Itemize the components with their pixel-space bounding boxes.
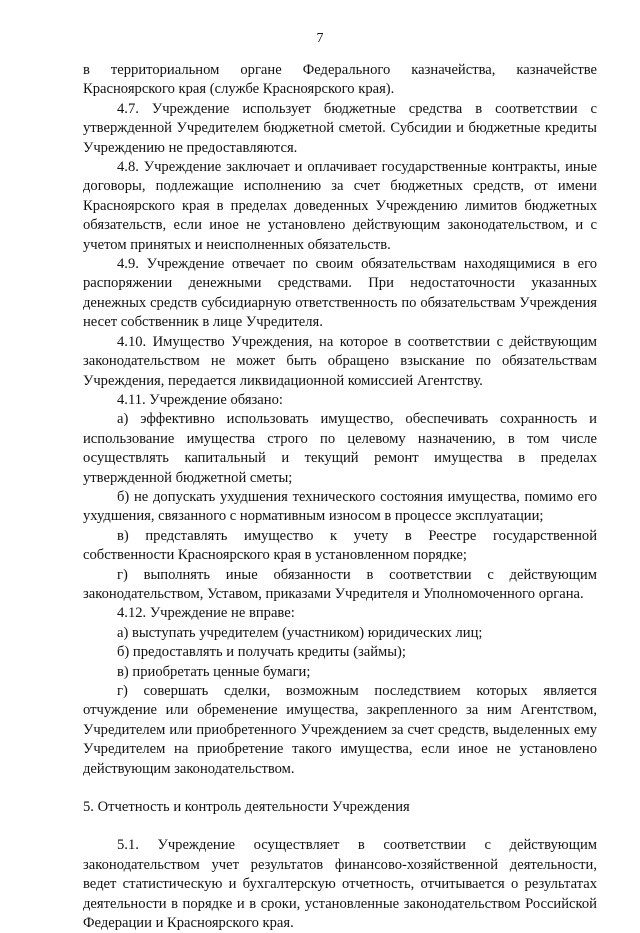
paragraph: 4.9. Учреждение отвечает по своим обязательствам находящимися в его распоряжении денежными средствами. При недостаточности указанных денежных средств субсидиарную ответственность по обязательствам Учреждения несет собственник в лице Учредителя. bbox=[83, 256, 597, 331]
paragraph: 4.10. Имущество Учреждения, на которое в соответствии с действующим законодательством не может быть обращено взыскание по обязательствам Учреждения, передается ликвидационной комиссией Агентству. bbox=[83, 333, 597, 389]
section-heading: 5. Отчетность и контроль деятельности Учреждения bbox=[83, 799, 410, 816]
paragraph: в) представлять имущество к учету в Реестре государственной собственности Красноярского края в установленном порядке; bbox=[83, 527, 597, 564]
paragraphs-before-section bbox=[83, 61, 597, 779]
page-number: 7 bbox=[316, 31, 324, 46]
paragraph: в) приобретать ценные бумаги; bbox=[117, 663, 311, 680]
paragraph: 4.7. Учреждение использует бюджетные средства в соответствии с утвержденной Учредителем бюджетной сметой. Субсидии и бюджетные кредиты Учреждению не предоставляются. bbox=[83, 100, 597, 156]
paragraph: а) эффективно использовать имущество, обеспечивать сохранность и использование имущества строго по целевому назначению, в том числе осуществлять капитальный и текущий ремонт имущества в пределах утвержденной бюджетной сметы; bbox=[83, 411, 597, 486]
paragraph: а) выступать учредителем (участником) юридических лиц; bbox=[117, 624, 483, 641]
paragraphs-after-section bbox=[83, 836, 597, 933]
paragraph: 4.12. Учреждение не вправе: bbox=[117, 605, 295, 622]
paragraph: г) совершать сделки, возможным последствием которых является отчуждение или обременение имущества, закрепленного за ним Агентством, Учредителем или приобретенного Учреждением за счет средств, выделенных ему Учредителем на приобретение такого имущества, если иное не установлено действующим законодательством. bbox=[83, 683, 597, 777]
paragraph: б) предоставлять и получать кредиты (займы); bbox=[117, 644, 406, 661]
paragraph: б) не допускать ухудшения технического состояния имущества, помимо его ухудшения, связанного с нормативным износом в процессе эксплуатации; bbox=[83, 488, 597, 525]
paragraph: г) выполнять иные обязанности в соответствии с действующим законодательством, Уставом, приказами Учредителя и Уполномоченного органа. bbox=[83, 566, 597, 602]
paragraph: 4.8. Учреждение заключает и оплачивает государственные контракты, иные договоры, подлежащие исполнению за счет бюджетных средств, от имени Красноярского края в пределах доведенных Учреждению лимитов бюджетных обязательств, если иное не установлено действующим законодательством, и с учетом принятых и неисполненных обязательств. bbox=[83, 159, 597, 253]
paragraph: в территориальном органе Федерального казначейства, казначействе Красноярского края (службе Красноярского края). bbox=[83, 62, 597, 98]
paragraph: 5.1. Учреждение осуществляет в соответствии с действующим законодательством учет результатов финансово-хозяйственной деятельности, ведет статистическую и бухгалтерскую отчетность, отчитывается о результатах деятельности в порядке и в сроки, установленные законодательством Российской Федерации и Красноярского края. bbox=[83, 837, 597, 932]
document-body bbox=[83, 61, 597, 933]
paragraph: 4.11. Учреждение обязано: bbox=[117, 391, 283, 408]
